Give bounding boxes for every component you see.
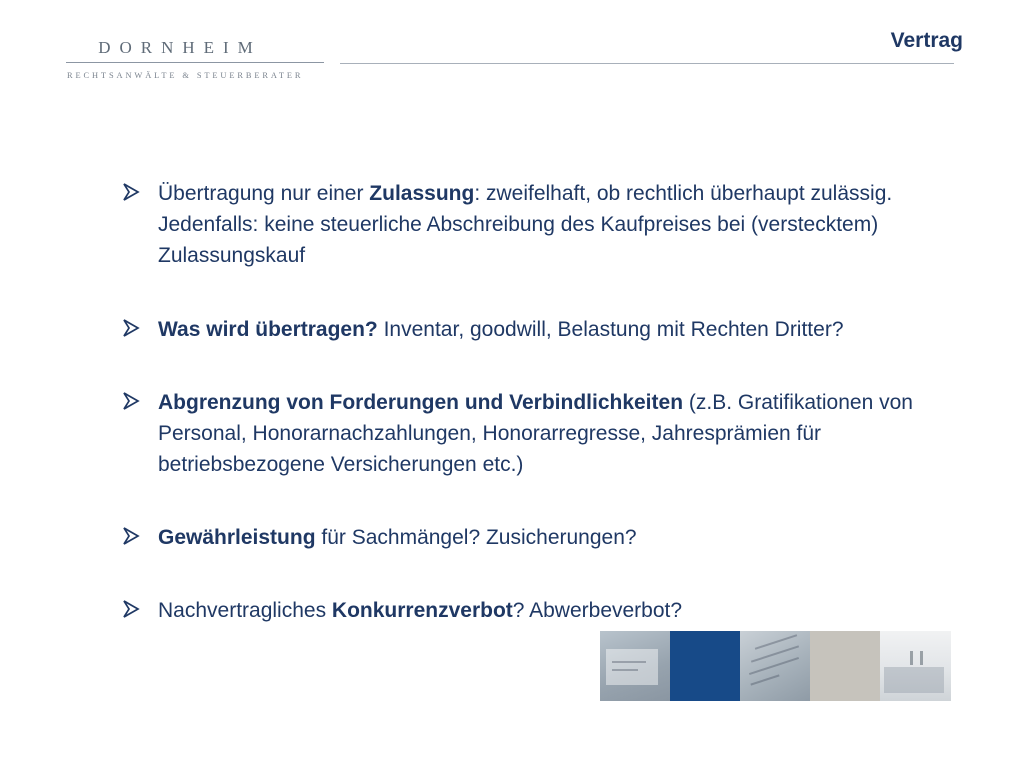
bullet-item [121, 178, 941, 271]
bullet-text [158, 314, 844, 345]
bullet-text-bold: Abgrenzung von Forderungen und Verbindlichkeiten [158, 391, 684, 414]
bullet-item [121, 595, 941, 626]
logo-tagline: RECHTSANWÄLTE & STEUERBERATER [67, 71, 304, 80]
image-tile-office [600, 631, 670, 701]
bullet-item [121, 387, 941, 480]
arrow-bullet-icon [121, 178, 158, 207]
bullet-text-normal: (z.B. Gratifikationen von Personal, Honorarnachzahlungen, Honorarregresse, Jahresprämien für betriebsbezogene Versicherungen etc.) [158, 391, 913, 476]
bullet-list [121, 178, 941, 668]
logo [66, 38, 328, 80]
section-title: Vertrag [890, 29, 963, 52]
bullet-text-normal: Nachvertragliches [158, 599, 332, 622]
logo-name: DORNHEIM [98, 38, 262, 57]
bullet-text-bold: Konkurrenzverbot [331, 599, 513, 622]
logo-divider [66, 62, 324, 63]
bullet-text [158, 178, 941, 271]
bullet-item [121, 314, 941, 345]
arrow-bullet-icon [121, 387, 158, 416]
arrow-bullet-icon [121, 595, 158, 624]
image-strip [600, 631, 951, 701]
arrow-bullet-icon [121, 522, 158, 551]
header-rule [340, 63, 954, 64]
image-tile-blue [670, 631, 740, 701]
bullet-text-normal: Inventar, goodwill, Belastung mit Rechten Dritter? [377, 318, 844, 341]
bullet-text-normal: Übertragung nur einer [158, 182, 370, 205]
bullet-item [121, 522, 941, 553]
arrow-bullet-icon [121, 314, 158, 343]
bullet-text-normal: für Sachmängel? Zusicherungen? [315, 526, 637, 549]
image-tile-binder [880, 631, 951, 701]
bullet-text-normal: : zweifelhaft, ob rechtlich überhaupt zulässig. Jedenfalls: keine steuerliche Abschreibung des Kaufpreises bei (verstecktem) Zulassungskauf [158, 182, 893, 267]
image-tile-beige [810, 631, 880, 701]
bullet-text [158, 387, 941, 480]
bullet-text [158, 522, 637, 553]
bullet-text-bold: Zulassung [369, 182, 475, 205]
image-tile-document [740, 631, 810, 701]
bullet-text-normal: ? Abwerbeverbot? [512, 599, 683, 622]
bullet-text-bold: Was wird übertragen? [158, 318, 378, 341]
bullet-text [158, 595, 682, 626]
bullet-text-bold: Gewährleistung [158, 526, 316, 549]
